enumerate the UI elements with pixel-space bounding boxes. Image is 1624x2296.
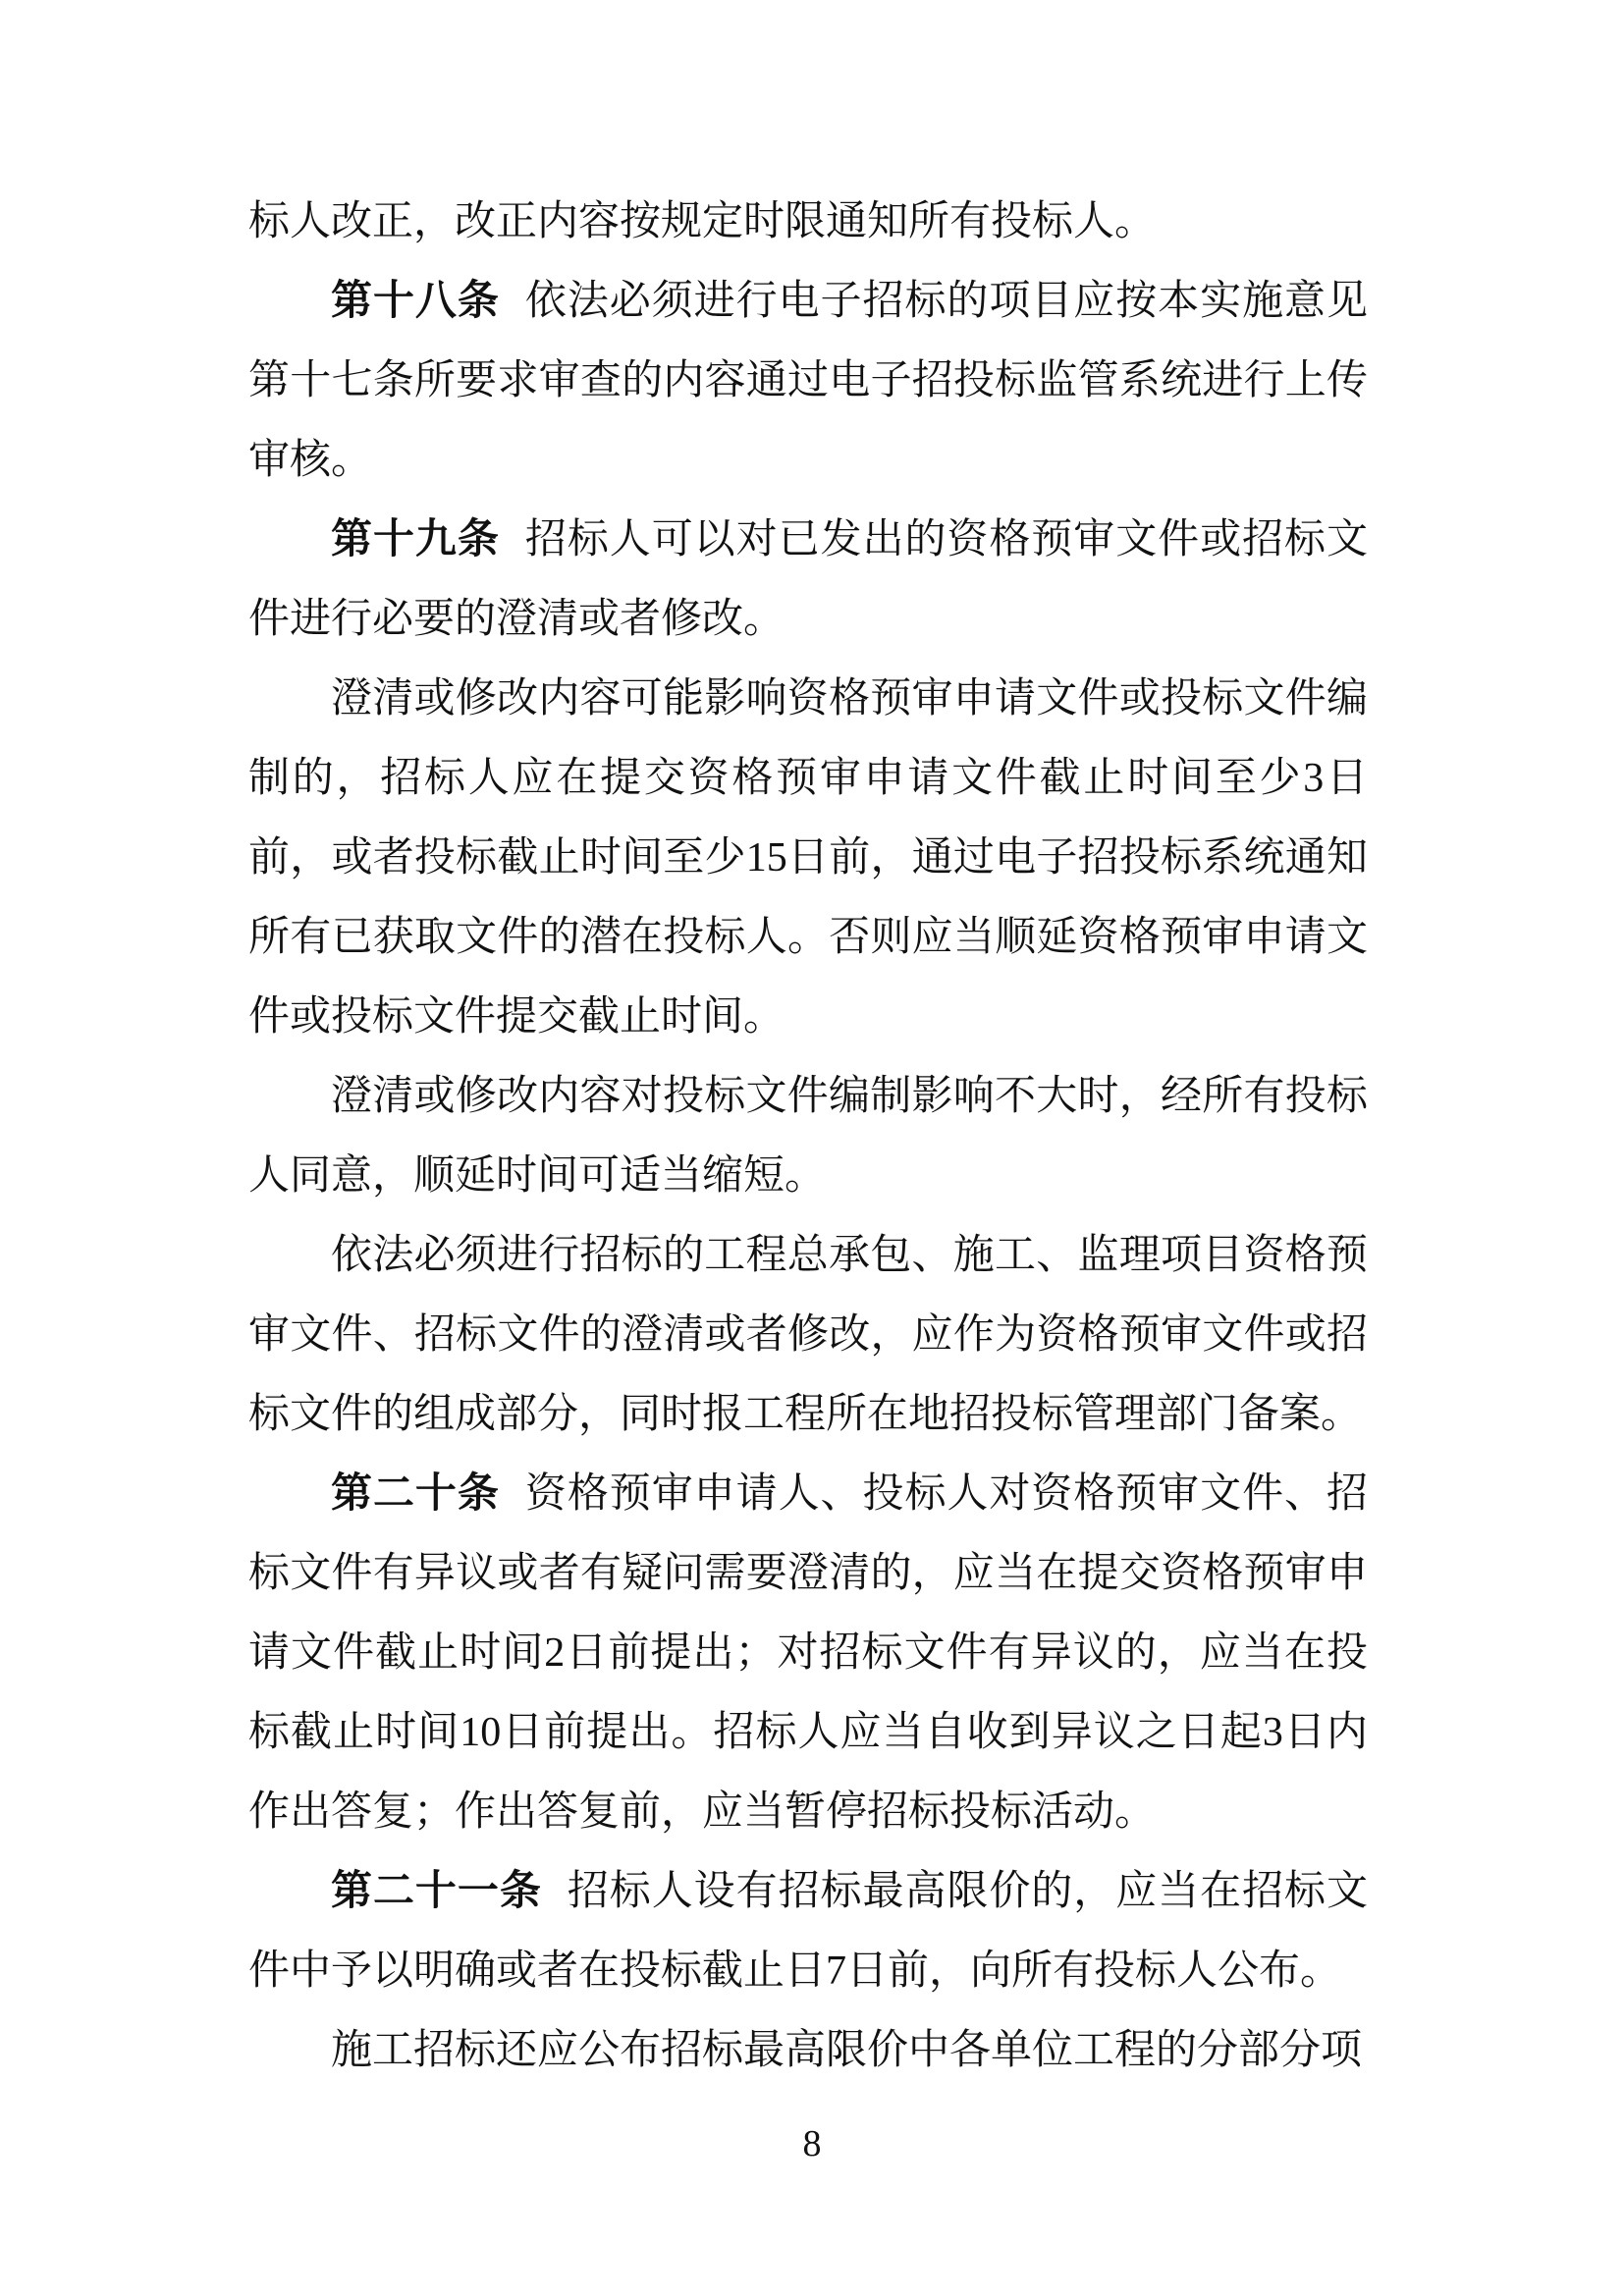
paragraph-text: 澄清或修改内容可能影响资格预审申请文件或投标文件编制的，招标人应在提交资格预审申请文件截止时间至少3日前，或者投标截止时间至少15日前，通过电子招投标系统通知所有已获取文件的潜在投标人。否则应当顺延资格预审申请文件或投标文件提交截止时间。: [248, 676, 1368, 1040]
article-paragraph: [248, 1852, 1368, 2011]
body-paragraph: [248, 1057, 1368, 1216]
article-number: 第二十条: [331, 1471, 500, 1517]
article-number: 第二十一条: [331, 1869, 542, 1914]
paragraph-text: 招标人可以对已发出的资格预审文件或招标文件进行必要的澄清或者修改。: [248, 517, 1368, 642]
paragraph-text: 依法必须进行招标的工程总承包、施工、监理项目资格预审文件、招标文件的澄清或者修改，应作为资格预审文件或招标文件的组成部分，同时报工程所在地招投标管理部门备案。: [248, 1233, 1368, 1437]
page-footer: [0, 2120, 1624, 2167]
body-paragraph: [248, 2011, 1368, 2091]
paragraph-text: 澄清或修改内容对投标文件编制影响不大时，经所有投标人同意，顺延时间可适当缩短。: [248, 1074, 1368, 1199]
article-paragraph: [248, 501, 1368, 660]
document-body: [248, 183, 1368, 2091]
article-paragraph: [248, 1455, 1368, 1852]
page-number: 8: [802, 2123, 822, 2164]
paragraph-text: 施工招标还应公布招标最高限价中各单位工程的分部分项: [331, 2028, 1363, 2073]
article-number: 第十九条: [331, 517, 500, 562]
body-paragraph: [248, 660, 1368, 1057]
body-paragraph: [248, 183, 1368, 262]
article-number: 第十八条: [331, 279, 500, 324]
paragraph-text: 标人改正，改正内容按规定时限通知所有投标人。: [248, 199, 1157, 244]
body-paragraph: [248, 1216, 1368, 1455]
paragraph-text: 依法必须进行电子招标的项目应按本实施意见第十七条所要求审查的内容通过电子招投标监管系统进行上传审核。: [248, 279, 1368, 483]
paragraph-text: 资格预审申请人、投标人对资格预审文件、招标文件有异议或者有疑问需要澄清的，应当在提交资格预审申请文件截止时间2日前提出；对招标文件有异议的，应当在投标截止时间10日前提出。招标人应当自收到异议之日起3日内作出答复；作出答复前，应当暂停招标投标活动。: [248, 1471, 1368, 1835]
paragraph-text: 招标人设有招标最高限价的，应当在招标文件中予以明确或者在投标截止日7日前，向所有投标人公布。: [248, 1869, 1368, 1994]
article-paragraph: [248, 262, 1368, 501]
